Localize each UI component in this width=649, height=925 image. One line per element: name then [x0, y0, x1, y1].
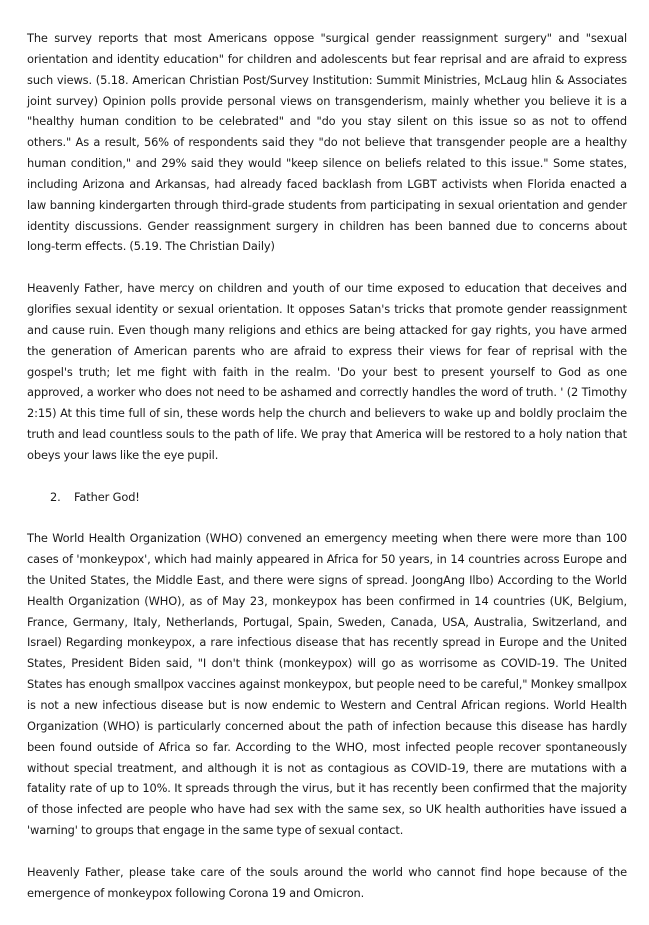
prayer-paragraph: Heavenly Father, have mercy on children and youth of our time exposed to education that deceives and glorifies sexual identity or sexual orientation. It opposes Satan's tricks that promote gender reassignment and cause ruin. Even though many religions and ethics are being attacked for gay rights, you have armed the generation of American parents who are afraid to express their views for fear of reprisal with the gospel's truth; let me fight with faith in the realm. 'Do your best to present yourself to God as one approved, a worker who does not need to be ashamed and correctly handles the word of truth. ' (2 Timothy 2:15) At this time full of sin, these words help the church and believers to wake up and boldly proclaim the truth and lead countless souls to the path of life. We pray that America will be restored to a holy nation that obeys your laws like the eye pupil.	[27, 281, 627, 462]
paragraph-spacer	[27, 507, 627, 528]
paragraph-spacer	[27, 257, 627, 278]
list-heading-text: Father God!	[74, 489, 140, 504]
paragraph-spacer	[27, 466, 627, 487]
monkeypox-paragraph: The World Health Organization (WHO) convened an emergency meeting when there were more than 100 cases of 'monkeypox', which had mainly appeared in Africa for 50 years, in 14 countries across Europe and the United States, the Middle East, and there were signs of spread. JoongAng Ilbo) According to the World Health Organization (WHO), as of May 23, monkeypox has been confirmed in 14 countries (UK, Belgium, France, Germany, Italy, Netherlands, Portugal, Spain, Sweden, Canada, USA, Australia, Switzerland, and Israel) Regarding monkeypox, a rare infectious disease that has recently spread in Europe and the United States, President Biden said, "I don't think (monkeypox) will go as worrisome as COVID-19. The United States has enough smallpox vaccines against monkeypox, but people need to be careful," Monkey smallpox is not a new infectious disease but is now endemic to Western and Central African regions. World Health Organization (WHO) is particularly concerned about the path of infection because this disease has hardly been found outside of Africa so far. According to the WHO, most infected people recover spontaneously without special treatment, and although it is not as contagious as COVID-19, there are mutations with a fatality rate of up to 10%. It spreads through the virus, but it has recently been confirmed that the majority of those infected are people who have had sex with the same sex, so UK health authorities have issued a 'warning' to groups that engage in the same type of sexual contact.	[27, 531, 627, 838]
numbered-heading	[27, 487, 627, 508]
survey-paragraph: The survey reports that most Americans oppose "surgical gender reassignment surgery" and "sexual orientation and identity education" for children and adolescents but fear reprisal and are afraid to express such views. (5.18. American Christian Post/Survey Institution: Summit Ministries, McLaug hlin & Associates joint survey) Opinion polls provide personal views on transgenderism, mainly whether you believe it is a "healthy human condition to be celebrated" and "do you stay silent on this issue so as not to offend others." As a result, 56% of respondents said they "do not believe that transgender people are a healthy human condition," and 29% said they would "keep silence on beliefs related to this issue." Some states, including Arizona and Arkansas, had already faced backlash from LGBT activists when Florida enacted a law banning kindergarten through third-grade students from participating in sexual orientation and gender identity discussions. Gender reassignment surgery in children has been banned due to concerns about long-term effects. (5.19. The Christian Daily)	[27, 31, 627, 254]
list-number: 2.	[50, 489, 61, 504]
closing-prayer-paragraph: Heavenly Father, please take care of the souls around the world who cannot find hope because of the emergence of monkeypox following Corona 19 and Omicron.	[27, 864, 627, 900]
paragraph-spacer	[27, 841, 627, 862]
